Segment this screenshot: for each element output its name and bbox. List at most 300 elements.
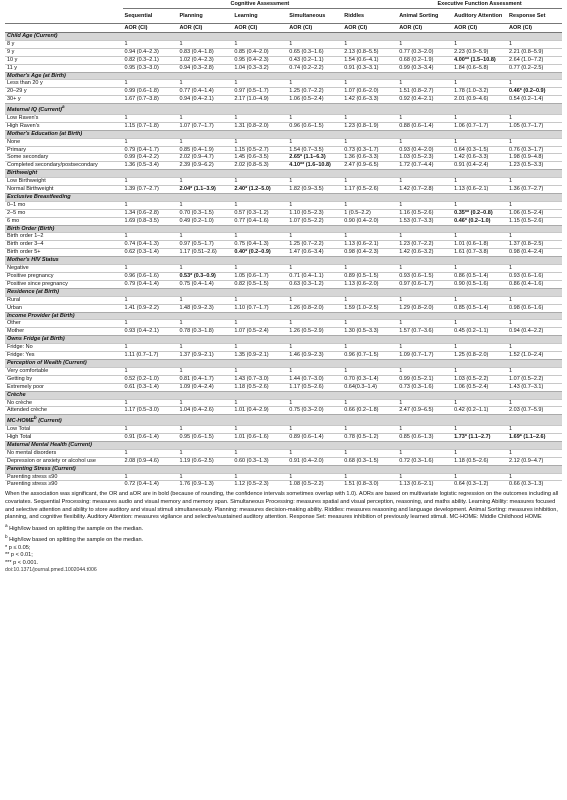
table-cell: 1 <box>452 399 507 407</box>
table-row <box>5 233 562 241</box>
table-cell: 1.07 (0.5–2.4) <box>232 328 287 336</box>
table-cell: 0.64 (0.3–1.5) <box>452 146 507 154</box>
table-cell: 1.37 (0.9–2.1) <box>177 352 232 360</box>
table-cell: 1 <box>452 320 507 328</box>
column-header-learning: Learning <box>234 12 258 19</box>
table-cell: 1 <box>507 320 562 328</box>
table-cell: 2.04* (1.1–3.9) <box>177 186 232 194</box>
table-cell: 1 <box>342 40 397 48</box>
table-cell: 1.12 (0.5–2.3) <box>232 481 287 488</box>
table-cell: 1 <box>342 233 397 241</box>
table-cell: 1.09 (0.4–2.4) <box>177 383 232 391</box>
row-label: Parenting stress ≤90 <box>5 473 123 481</box>
table-cell: 1 <box>123 449 178 457</box>
table-cell: 0.40* (0.2–0.9) <box>232 249 287 257</box>
table-cell: 1 <box>232 138 287 146</box>
column-header-response-set: Response Set <box>509 12 546 19</box>
table-row <box>5 344 562 352</box>
row-label: Primary <box>5 146 123 154</box>
table-cell: 1 <box>452 344 507 352</box>
group-header-row <box>5 0 562 9</box>
table-cell: 2.03 (0.7–5.9) <box>507 407 562 415</box>
table-cell: 0.65 (0.3–1.6) <box>287 48 342 56</box>
table-cell: 1 <box>507 344 562 352</box>
table-cell: 1 <box>287 178 342 186</box>
table-row <box>5 426 562 434</box>
table-cell: 1 <box>177 138 232 146</box>
table-cell: 0.89 (0.5–1.5) <box>342 273 397 281</box>
table-cell: 1.03 (0.5–2.3) <box>397 154 452 162</box>
row-label: No crèche <box>5 399 123 407</box>
table-row <box>5 146 562 154</box>
table-cell: 1 <box>452 80 507 88</box>
table-cell: 0.73 (0.3–1.7) <box>342 146 397 154</box>
table-cell: 1 <box>452 367 507 375</box>
table-cell: 1.01 (0.6–1.6) <box>232 433 287 441</box>
table-cell: 0.61 (0.3–1.4) <box>123 383 178 391</box>
section-header-row <box>5 130 562 138</box>
table-cell: 1 <box>342 367 397 375</box>
row-label: 2–5 mo <box>5 209 123 217</box>
table-cell: 1 <box>177 114 232 122</box>
table-cell: 1 <box>287 399 342 407</box>
table-cell: 1 <box>507 178 562 186</box>
table-cell: 1.69 (0.8–3.5) <box>123 217 178 225</box>
table-cell: 1 <box>397 138 452 146</box>
table-cell: 0.77 (0.4–1.4) <box>177 88 232 96</box>
table-cell: 1.29 (0.8–2.0) <box>397 304 452 312</box>
section-title: Birthweight <box>5 170 562 178</box>
table-cell: 0.79 (0.4–1.7) <box>123 146 178 154</box>
column-header-simultaneous: Simultaneous <box>289 12 326 19</box>
table-cell: 1 <box>342 473 397 481</box>
table-cell: 1 <box>507 233 562 241</box>
column-header-riddles: Riddles <box>344 12 365 19</box>
table-cell: 1.07 (0.7–1.7) <box>177 122 232 130</box>
row-label: Completed secondary/postsecondary <box>5 162 123 170</box>
table-cell: 1 <box>397 320 452 328</box>
table-cell: 1 <box>507 449 562 457</box>
table-cell: 0.85 (0.4–1.9) <box>177 146 232 154</box>
table-cell: 1 <box>397 296 452 304</box>
table-cell: 1.44 (0.7–3.0) <box>287 375 342 383</box>
table-cell: 1 <box>287 344 342 352</box>
executive-group-header: Executive Function Assessment <box>397 0 562 9</box>
table-cell: 1.51 (0.8–2.7) <box>397 88 452 96</box>
table-cell: 1.10 (0.5–2.3) <box>287 209 342 217</box>
section-title: Birth Order (Birth) <box>5 225 562 233</box>
section-title: Income Provider (at Birth) <box>5 312 562 320</box>
table-cell: 1 <box>397 426 452 434</box>
table-cell: 1.30 (0.5–3.3) <box>342 328 397 336</box>
table-cell: 1 <box>177 80 232 88</box>
table-cell: 2.21 (0.8–5.9) <box>507 48 562 56</box>
footnote-p1: * p ≤ 0.05; <box>5 544 31 551</box>
table-cell: 0.54 (0.2–1.4) <box>507 96 562 104</box>
table-row <box>5 352 562 360</box>
table-cell: 1.25 (0.7–2.2) <box>287 88 342 96</box>
row-label: Getting by <box>5 375 123 383</box>
table-cell: 1.17 (0.51–2.6) <box>177 249 232 257</box>
table-cell: 1.59 (1.0–2.5) <box>342 304 397 312</box>
table-cell: 0.96 (0.6–1.5) <box>287 122 342 130</box>
row-label: Negative <box>5 265 123 273</box>
table-cell: 1.34 (0.6–2.8) <box>123 209 178 217</box>
section-title: MC-HOME$^b$ (Current) <box>5 415 562 426</box>
table-cell: 0.98 (0.4–2.4) <box>507 249 562 257</box>
table-row <box>5 96 562 104</box>
table-cell: 0.68 (0.2–1.9) <box>397 56 452 64</box>
table-cell: 1 <box>342 344 397 352</box>
table-row <box>5 209 562 217</box>
table-cell: 1.18 (0.5–2.6) <box>232 383 287 391</box>
table-cell: 1 <box>287 320 342 328</box>
table-cell: 1.23 (0.7–2.2) <box>397 241 452 249</box>
table-cell: 2.13 (0.8–5.5) <box>342 48 397 56</box>
table-row <box>5 48 562 56</box>
table-cell: 1.48 (0.9–2.3) <box>177 304 232 312</box>
table-cell: 0.90 (0.5–1.6) <box>452 280 507 288</box>
table-cell: 1 <box>342 80 397 88</box>
table-cell: 1 <box>507 399 562 407</box>
table-cell: 0.75 (0.4–1.3) <box>232 241 287 249</box>
table-cell: 0.62 (0.3–1.4) <box>123 249 178 257</box>
table-cell: 1.03 (0.5–2.2) <box>452 375 507 383</box>
table-cell: 1.17 (0.5–2.6) <box>287 383 342 391</box>
table-row <box>5 328 562 336</box>
row-label: Fridge: Yes <box>5 352 123 360</box>
table-cell: 1 <box>452 449 507 457</box>
table-cell: 2.40* (1.2–5.0) <box>232 186 287 194</box>
table-cell: 0.70 (0.3–1.5) <box>177 209 232 217</box>
table-cell: 1 <box>123 399 178 407</box>
table-row <box>5 265 562 273</box>
table-cell: 1 <box>177 201 232 209</box>
table-cell: 1 <box>232 265 287 273</box>
table-row <box>5 399 562 407</box>
table-cell: 0.93 (0.6–1.6) <box>507 273 562 281</box>
table-cell: 1 <box>342 265 397 273</box>
table-cell: 1.76 (0.9–1.3) <box>177 481 232 488</box>
table-row <box>5 80 562 88</box>
section-header-row <box>5 33 562 41</box>
table-cell: 1.84 (0.6–5.8) <box>452 64 507 72</box>
table-cell: 0.83 (0.4–1.8) <box>177 48 232 56</box>
table-cell: 1.39 (0.7–2.7) <box>123 186 178 194</box>
table-cell: 1 <box>342 399 397 407</box>
table-cell: 1.13 (0.6–2.1) <box>342 241 397 249</box>
table-cell: 0.93 (0.4–2.1) <box>123 328 178 336</box>
table-cell: 1 <box>123 201 178 209</box>
section-header-row <box>5 257 562 265</box>
table-row <box>5 433 562 441</box>
table-cell: 0.45 (0.2–1.1) <box>452 328 507 336</box>
table-cell: 1.72 (0.7–4.4) <box>397 162 452 170</box>
table-cell: 2.01 (0.9–4.6) <box>452 96 507 104</box>
table-row <box>5 375 562 383</box>
section-title: Exclusive Breastfeeding <box>5 193 562 201</box>
table-row <box>5 241 562 249</box>
table-cell: 1.61 (0.7–3.8) <box>452 249 507 257</box>
table-cell: 1.16 (0.5–2.6) <box>397 209 452 217</box>
results-table <box>5 0 562 488</box>
table-row <box>5 88 562 96</box>
table-cell: 0.96 (0.6–1.6) <box>123 273 178 281</box>
section-title: Mother's Age (at Birth) <box>5 72 562 80</box>
row-label: 8 y <box>5 40 123 48</box>
table-cell: 0.78 (0.5–1.2) <box>342 433 397 441</box>
table-cell: 1.54 (0.7–3.5) <box>287 146 342 154</box>
table-cell: 1 <box>287 80 342 88</box>
table-row <box>5 320 562 328</box>
table-cell: 1 <box>232 320 287 328</box>
table-cell: 1.08 (0.5–2.2) <box>287 481 342 488</box>
table-cell: 1 <box>123 138 178 146</box>
row-label: No mental disorders <box>5 449 123 457</box>
column-header-animal-sorting: Animal Sorting <box>399 12 439 19</box>
table-cell: 0.74 (0.4–1.3) <box>123 241 178 249</box>
table-cell: 1 <box>177 40 232 48</box>
table-cell: 0.82 (0.3–2.1) <box>123 56 178 64</box>
row-label: 9 y <box>5 48 123 56</box>
table-cell: 1 <box>342 201 397 209</box>
table-cell: 1.05 (0.7–1.7) <box>507 122 562 130</box>
table-cell: 0.53* (0.3–0.9) <box>177 273 232 281</box>
table-row <box>5 296 562 304</box>
table-row <box>5 138 562 146</box>
table-cell: 1 <box>287 473 342 481</box>
table-cell: 0.91 (0.4–2.0) <box>287 457 342 465</box>
table-cell: 1.57 (0.7–3.6) <box>397 328 452 336</box>
table-cell: 1 <box>507 367 562 375</box>
table-cell: 2.12 (0.9–4.7) <box>507 457 562 465</box>
table-cell: 1.53 (0.7–3.3) <box>397 217 452 225</box>
section-title: Child Age (Current) <box>5 33 562 41</box>
table-cell: 1 <box>123 265 178 273</box>
table-cell: 1.36 (0.7–2.7) <box>507 186 562 194</box>
table-cell: 0.74 (0.2–2.2) <box>287 64 342 72</box>
table-row <box>5 122 562 130</box>
row-label: High Raven's <box>5 122 123 130</box>
table-cell: 1 <box>232 178 287 186</box>
table-cell: 1 <box>452 265 507 273</box>
table-cell: 1.23 (0.5–3.3) <box>507 162 562 170</box>
row-label: Urban <box>5 304 123 312</box>
table-cell: 1 <box>287 138 342 146</box>
table-cell: 1 <box>287 367 342 375</box>
column-header-sequential: Sequential <box>124 12 153 19</box>
section-title: Maternal IQ (Current)$^a$ <box>5 104 562 115</box>
section-title: Mother's HIV Status <box>5 257 562 265</box>
table-body <box>5 33 562 489</box>
table-cell: 1 <box>287 296 342 304</box>
table-cell: 0.76 (0.3–1.7) <box>507 146 562 154</box>
aor-label: AOR (CI) <box>342 24 397 33</box>
table-row <box>5 162 562 170</box>
table-cell: 1 <box>342 449 397 457</box>
table-cell: 1.07 (0.6–2.0) <box>342 88 397 96</box>
table-cell: 1.09 (0.7–1.7) <box>397 352 452 360</box>
table-cell: 2.02 (0.9–4.7) <box>177 154 232 162</box>
table-cell: 1.15 (0.5–2.7) <box>232 146 287 154</box>
table-cell: 1.51 (0.8–3.0) <box>342 481 397 488</box>
table-cell: 1.31 (0.8–2.0) <box>232 122 287 130</box>
table-cell: 0.95 (0.3–3.0) <box>123 64 178 72</box>
table-row <box>5 481 562 488</box>
table-cell: 1.36 (0.6–3.3) <box>342 154 397 162</box>
section-header-row <box>5 72 562 80</box>
table-cell: 0.97 (0.5–1.7) <box>232 88 287 96</box>
table-row <box>5 154 562 162</box>
table-cell: 1 <box>397 80 452 88</box>
table-cell: 1 <box>397 40 452 48</box>
section-header-row <box>5 312 562 320</box>
table-row <box>5 40 562 48</box>
table-cell: 1.04 (0.4–2.6) <box>177 407 232 415</box>
section-header-row <box>5 391 562 399</box>
table-cell: 0.78 (0.3–1.8) <box>177 328 232 336</box>
table-cell: 1 <box>177 426 232 434</box>
table-row <box>5 280 562 288</box>
table-cell: 1 <box>397 399 452 407</box>
row-label: Attended crèche <box>5 407 123 415</box>
table-cell: 1 <box>397 344 452 352</box>
table-cell: 1 <box>123 473 178 481</box>
row-label: 30+ y <box>5 96 123 104</box>
table-row <box>5 217 562 225</box>
row-label: 6 mo <box>5 217 123 225</box>
table-cell: 0.86 (0.4–1.6) <box>507 280 562 288</box>
table-figure <box>5 0 562 575</box>
table-cell: 2.65* (1.1–6.3) <box>287 154 342 162</box>
table-cell: 0.95 (0.6–1.5) <box>177 433 232 441</box>
table-cell: 1.25 (0.8–2.0) <box>452 352 507 360</box>
section-header-row <box>5 193 562 201</box>
row-label: 11 y <box>5 64 123 72</box>
table-cell: 1 <box>123 296 178 304</box>
row-label: Extremely poor <box>5 383 123 391</box>
table-cell: 0.81 (0.4–1.7) <box>177 375 232 383</box>
section-header-row <box>5 465 562 473</box>
table-cell: 1.19 (0.6–2.5) <box>177 457 232 465</box>
table-cell: 1 <box>232 296 287 304</box>
table-cell: 1.26 (0.8–2.0) <box>287 304 342 312</box>
table-cell: 1 <box>177 473 232 481</box>
table-cell: 1 <box>177 178 232 186</box>
table-cell: 1.35 (0.9–2.1) <box>232 352 287 360</box>
table-cell: 1.13 (0.6–2.1) <box>397 481 452 488</box>
table-cell: 0.52 (0.2–1.0) <box>123 375 178 383</box>
table-cell: 1 <box>287 114 342 122</box>
table-cell: 0.98 (0.4–2.3) <box>342 249 397 257</box>
table-row <box>5 186 562 194</box>
table-cell: 1.36 (0.5–3.4) <box>123 162 178 170</box>
table-cell: 0.85 (0.4–2.0) <box>232 48 287 56</box>
table-cell: 1 <box>507 40 562 48</box>
table-cell: 1 <box>507 80 562 88</box>
table-cell: 0.64(0.3–1.4) <box>342 383 397 391</box>
table-cell: 1.01 (0.6–1.8) <box>452 241 507 249</box>
table-cell: 1 <box>123 367 178 375</box>
section-title: Mother's Education (at Birth) <box>5 130 562 138</box>
row-label: 10 y <box>5 56 123 64</box>
table-cell: 1 <box>177 399 232 407</box>
table-cell: 1 <box>452 138 507 146</box>
row-label: Low Raven's <box>5 114 123 122</box>
table-cell: 1.07 (0.5–2.2) <box>287 217 342 225</box>
table-row <box>5 114 562 122</box>
table-cell: 0.77 (0.4–1.6) <box>232 217 287 225</box>
table-cell: 0.86 (0.5–1.4) <box>452 273 507 281</box>
table-cell: 1 <box>287 449 342 457</box>
table-cell: 1.23 (0.8–1.9) <box>342 122 397 130</box>
table-cell: 0.79 (0.4–1.4) <box>123 280 178 288</box>
table-cell: 1.17 (0.5–3.0) <box>123 407 178 415</box>
table-cell: 1 <box>287 201 342 209</box>
table-cell: 0.94 (0.4–2.3) <box>123 48 178 56</box>
table-cell: 1 <box>397 201 452 209</box>
table-cell: 1 <box>123 344 178 352</box>
table-cell: 1.11 (0.7–1.7) <box>123 352 178 360</box>
table-cell: 1.01 (0.4–2.9) <box>232 407 287 415</box>
table-cell: 1 <box>397 265 452 273</box>
row-label: Birth order 1–2 <box>5 233 123 241</box>
table-cell: 1 <box>287 265 342 273</box>
table-cell: 1 <box>232 114 287 122</box>
table-cell: 0.89 (0.6–1.4) <box>287 433 342 441</box>
table-cell: 1 <box>342 178 397 186</box>
table-cell: 1.82 (0.9–3.5) <box>287 186 342 194</box>
table-row <box>5 56 562 64</box>
table-row <box>5 449 562 457</box>
table-cell: 1 <box>287 233 342 241</box>
column-header-planning: Planning <box>179 12 203 19</box>
column-header-auditory-attention: Auditory Attention <box>454 12 503 19</box>
table-cell: 1 <box>232 449 287 457</box>
table-cell: 0.42 (0.2–1.1) <box>452 407 507 415</box>
table-cell: 0.63 (0.3–1.2) <box>287 280 342 288</box>
row-label: Mother <box>5 328 123 336</box>
table-cell: 0.77 (0.2–2.5) <box>507 64 562 72</box>
table-cell: 0.96 (0.7–1.5) <box>342 352 397 360</box>
table-cell: 2.64 (1.0–7.2) <box>507 56 562 64</box>
row-label: Positive since pregnancy <box>5 280 123 288</box>
row-label: Fridge: No <box>5 344 123 352</box>
table-cell: 1 <box>232 233 287 241</box>
table-cell: 1 <box>177 449 232 457</box>
table-cell: 0.73 (0.3–1.6) <box>397 383 452 391</box>
table-cell: 1 <box>507 473 562 481</box>
table-cell: 1.17 (0.5–2.6) <box>342 186 397 194</box>
table-cell: 1.42 (0.6–3.3) <box>342 96 397 104</box>
table-cell: 1 <box>232 80 287 88</box>
row-label: Other <box>5 320 123 328</box>
section-header-row <box>5 225 562 233</box>
table-cell: 0.94 (0.4–2.1) <box>177 96 232 104</box>
table-cell: 0.94 (0.4–2.2) <box>507 328 562 336</box>
section-header-row <box>5 359 562 367</box>
table-cell: 1.42 (0.6–3.2) <box>397 249 452 257</box>
table-cell: 1 <box>123 320 178 328</box>
table-cell: 1 <box>397 473 452 481</box>
table-cell: 1 <box>342 114 397 122</box>
table-cell: 1 <box>507 265 562 273</box>
row-label: Depression or anxiety or alcohol use <box>5 457 123 465</box>
aor-label: AOR (CI) <box>507 24 562 33</box>
table-cell: 0.94 (0.3–2.8) <box>177 64 232 72</box>
doi-link[interactable]: doi:10.1371/journal.pmed.1002044.t006 <box>5 567 97 574</box>
table-cell: 1.41 (0.9–2.2) <box>123 304 178 312</box>
